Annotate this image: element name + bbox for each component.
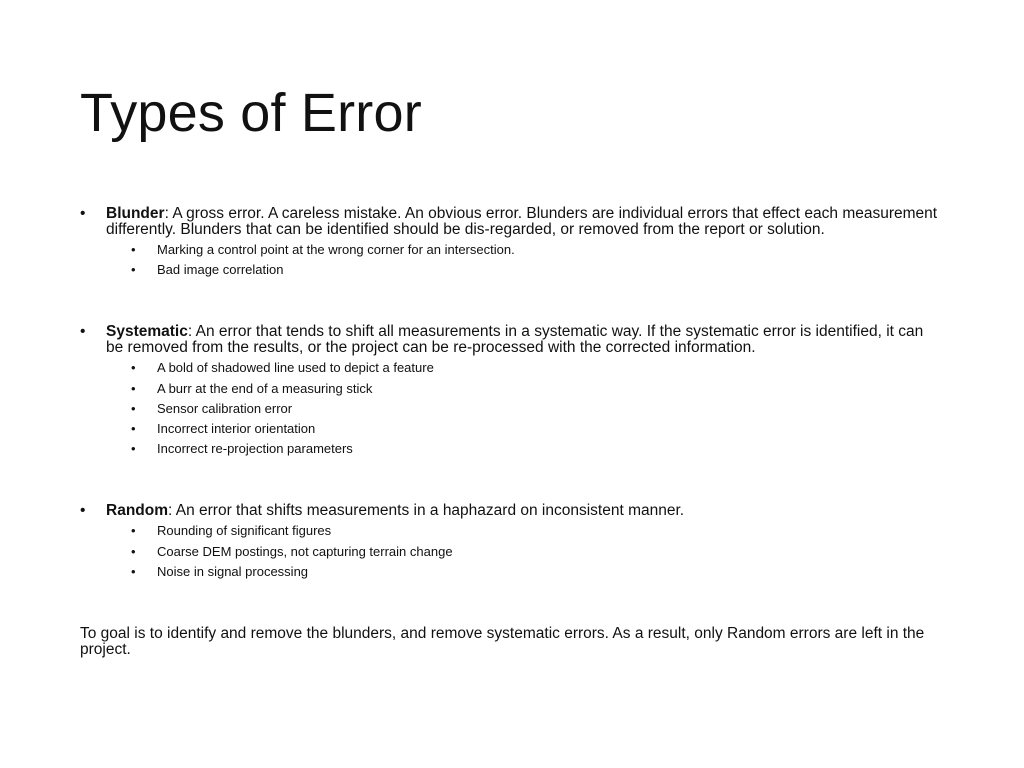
example-text: A burr at the end of a measuring stick — [157, 380, 373, 396]
term-systematic: Systematic — [106, 323, 188, 341]
example-text: Rounding of significant figures — [157, 523, 332, 539]
list-item — [80, 544, 942, 560]
list-item — [80, 360, 942, 376]
bullet-systematic — [80, 324, 942, 356]
spacer — [80, 282, 942, 324]
slide-body — [80, 206, 942, 658]
sub-bullet-dot: • — [131, 360, 136, 376]
sub-bullet-dot: • — [131, 380, 136, 396]
sub-bullet-dot: • — [131, 262, 136, 278]
section-random — [80, 503, 942, 579]
example-text: A bold of shadowed line used to depict a feature — [157, 360, 434, 376]
bullet-dot: • — [80, 502, 86, 520]
bullet-dot: • — [80, 205, 86, 222]
list-item — [80, 262, 942, 278]
examples-random — [80, 523, 942, 579]
sub-bullet-dot: • — [131, 242, 136, 257]
list-item — [80, 564, 942, 580]
definition-random: : An error that shifts measurements in a haphazard on inconsistent manner. — [168, 502, 685, 520]
list-item — [80, 441, 942, 457]
example-text: Bad image correlation — [157, 262, 284, 278]
spacer — [80, 584, 942, 626]
definition-systematic: : An error that tends to shift all measurements in a systematic way. If the systematic error is identified, it can be removed from the results, or the project can be re-processed with the corrected information. — [106, 323, 924, 357]
sub-bullet-dot: • — [131, 563, 136, 579]
list-item — [80, 421, 942, 437]
list-item — [80, 242, 942, 258]
examples-systematic — [80, 360, 942, 457]
bullet-dot: • — [80, 323, 86, 341]
sub-bullet-dot: • — [131, 523, 136, 539]
conclusion-text: To goal is to identify and remove the blunders, and remove systematic errors. As a result, only Random errors are left in the project. — [80, 624, 925, 658]
term-blunder: Blunder — [106, 205, 165, 222]
sub-bullet-dot: • — [131, 543, 136, 559]
sub-bullet-dot: • — [131, 420, 136, 436]
example-text: Marking a control point at the wrong corner for an intersection. — [157, 242, 515, 257]
example-text: Incorrect re-projection parameters — [157, 441, 353, 457]
section-blunder — [80, 206, 942, 278]
example-text: Noise in signal processing — [157, 563, 309, 579]
list-item — [80, 523, 942, 539]
examples-blunder — [80, 242, 942, 278]
definition-blunder: : A gross error. A careless mistake. An obvious error. Blunders are individual errors that effect each measurement differently. Blunders that can be identified should be dis-regarded, or removed from the report or solution. — [106, 205, 938, 238]
example-text: Incorrect interior orientation — [157, 420, 316, 436]
bullet-blunder — [80, 206, 942, 238]
list-item — [80, 381, 942, 397]
sub-bullet-dot: • — [131, 400, 136, 416]
section-systematic — [80, 324, 942, 457]
example-text: Sensor calibration error — [157, 400, 293, 416]
slide-title: Types of Error — [80, 83, 422, 143]
spacer — [80, 461, 942, 503]
bullet-random — [80, 503, 942, 519]
example-text: Coarse DEM postings, not capturing terrain change — [157, 543, 453, 559]
sub-bullet-dot: • — [131, 441, 136, 457]
list-item — [80, 401, 942, 417]
term-random: Random — [106, 502, 168, 520]
